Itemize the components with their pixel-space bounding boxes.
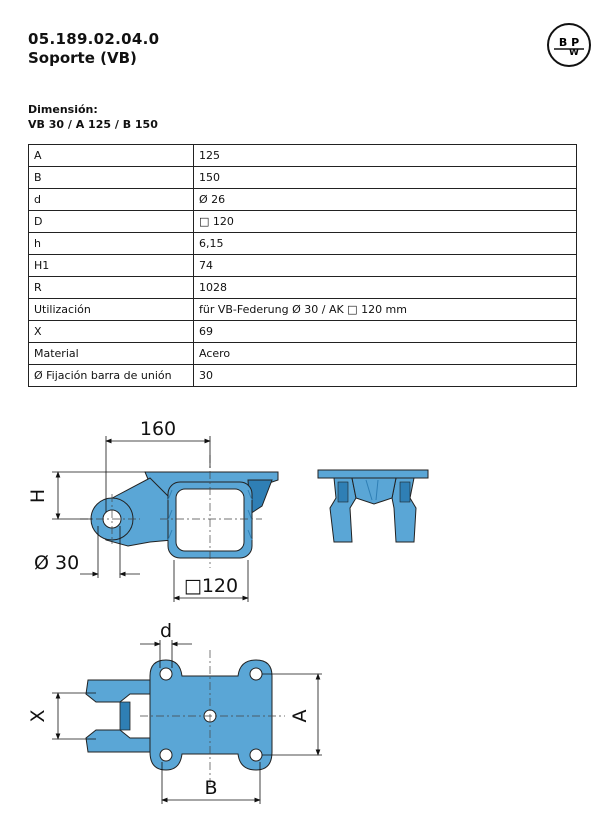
spec-key: H1: [29, 255, 194, 277]
dimension-b: [162, 762, 260, 804]
spec-value: 30: [194, 365, 577, 387]
spec-key: A: [29, 145, 194, 167]
spec-value: Acero: [194, 343, 577, 365]
spec-key: R: [29, 277, 194, 299]
spec-value: 150: [194, 167, 577, 189]
spec-key: X: [29, 321, 194, 343]
spec-key: Utilización: [29, 299, 194, 321]
spec-value: 74: [194, 255, 577, 277]
top-view-drawing: [86, 650, 285, 785]
part-name: Soporte (VB): [28, 49, 137, 67]
spec-key: Ø Fijación barra de unión: [29, 365, 194, 387]
spec-value: 6,15: [194, 233, 577, 255]
part-number: 05.189.02.04.0: [28, 30, 160, 48]
spec-key: D: [29, 211, 194, 233]
dimension-square: [174, 560, 248, 602]
dimension-160-label: 160: [139, 418, 177, 440]
dimension-label: Dimensión:: [28, 103, 98, 116]
dimension-h-label: H: [27, 488, 49, 504]
spec-key: B: [29, 167, 194, 189]
spec-key: h: [29, 233, 194, 255]
logo-text-top: B P: [558, 36, 580, 49]
dimension-value: VB 30 / A 125 / B 150: [28, 118, 158, 131]
dimension-d-label: d: [159, 620, 173, 642]
dimension-diameter-label: Ø 30: [34, 552, 80, 574]
spec-value: 69: [194, 321, 577, 343]
spec-key: d: [29, 189, 194, 211]
dimension-a-label: A: [289, 709, 311, 723]
spec-value: 125: [194, 145, 577, 167]
spec-value: □ 120: [194, 211, 577, 233]
spec-value: Ø 26: [194, 189, 577, 211]
spec-key: Material: [29, 343, 194, 365]
dimension-x-label: X: [27, 709, 49, 723]
spec-value: 1028: [194, 277, 577, 299]
dimension-square-label: □120: [183, 575, 239, 597]
logo-text-bottom: W: [569, 48, 579, 58]
dimension-b-label: B: [204, 777, 218, 799]
dimension-x: [27, 693, 96, 739]
spec-value: für VB-Federung Ø 30 / AK □ 120 mm: [194, 299, 577, 321]
end-view-drawing: [318, 470, 428, 542]
